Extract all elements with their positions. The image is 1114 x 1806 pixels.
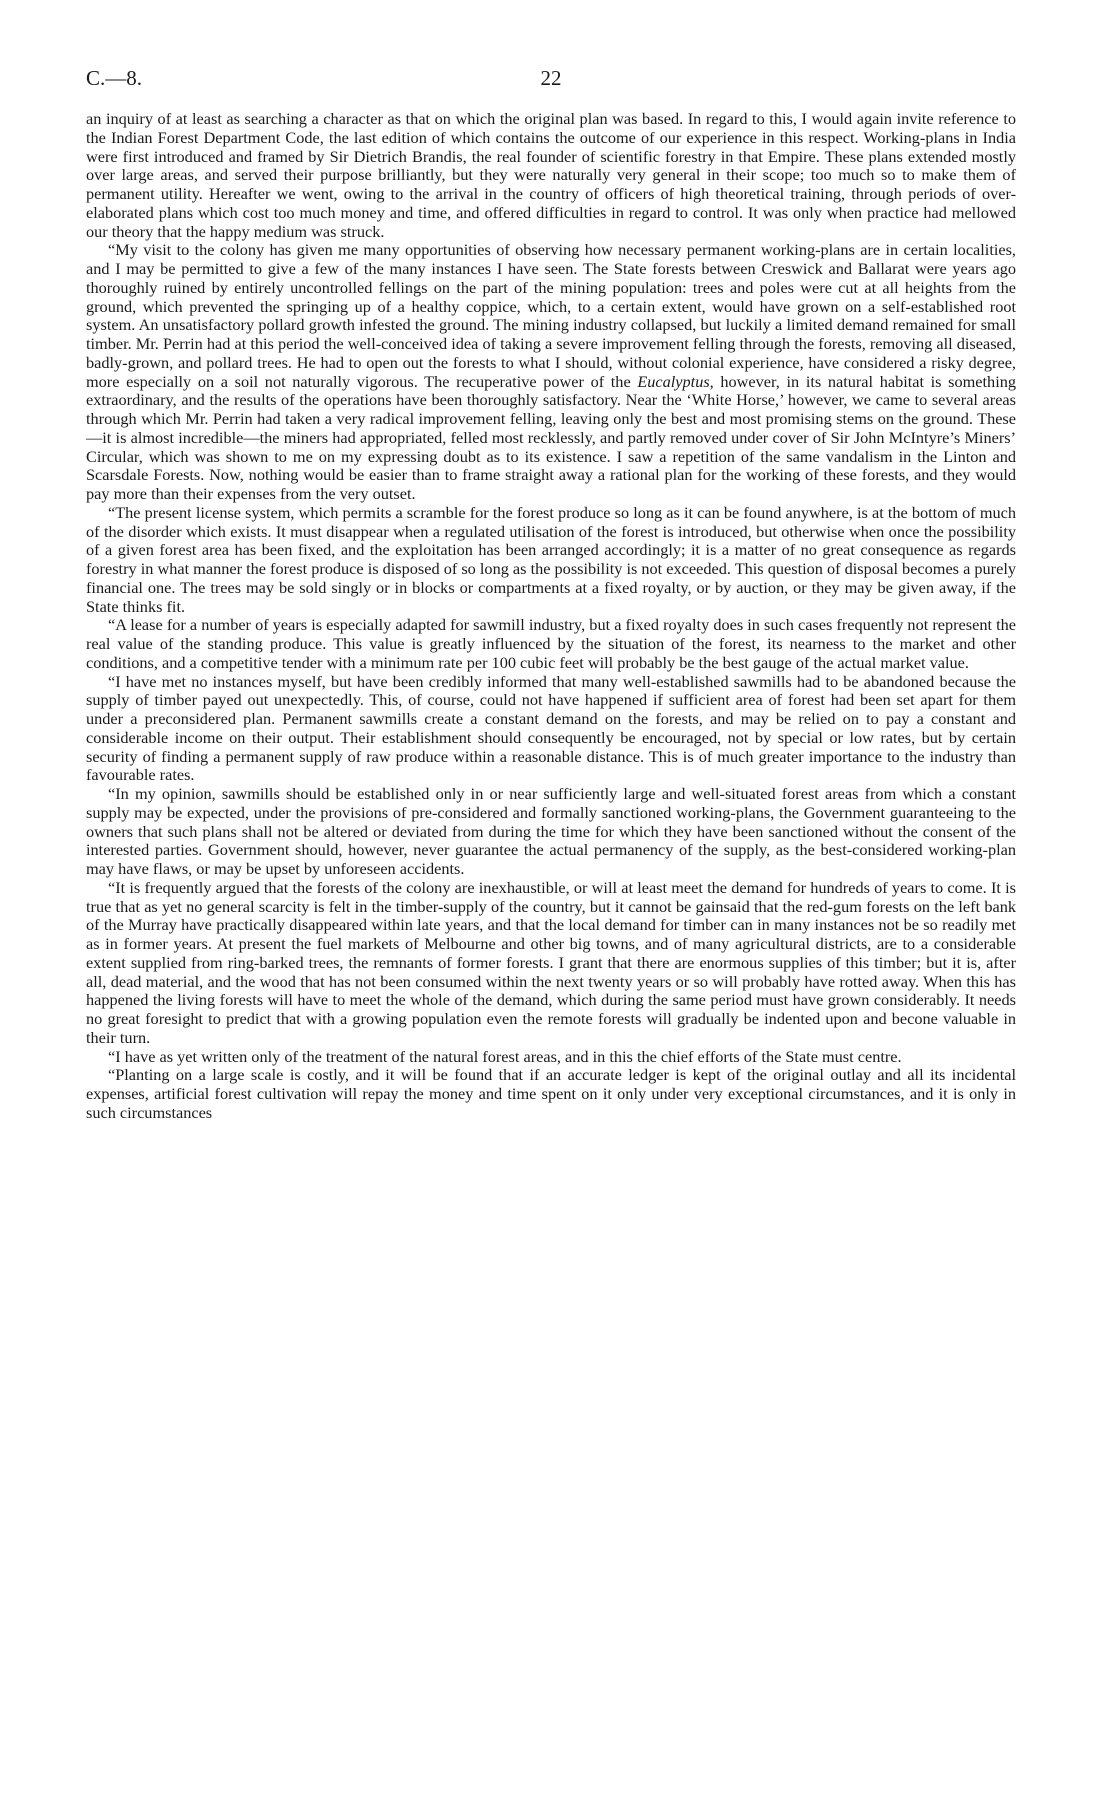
paragraph-9: “Planting on a large scale is costly, and it will be found that if an accurate ledger is kept of the original outlay and all its incidental expenses, artificial forest cultivation will repay the money and time spent on it only under very exceptional circumstances, and it is only in such circumstances: [86, 1065, 1016, 1122]
paragraph-5: “I have met no instances myself, but have been credibly informed that many well-established sawmills had to be abandoned because the supply of timber payed out unexpectedly. This, of course, could not have happened if sufficient area of forest had been set apart for them under a preconsidered plan. Permanent sawmills create a constant demand on the forests, and may be relied on to pay a constant and considerable income on their output. Their establishment should consequently be encouraged, not by special or low rates, but by certain security of finding a permanent supply of raw produce within a reasonable distance. This is of much greater importance to the industry than favourable rates.: [86, 671, 1016, 785]
paragraph-2-italic-term: Eucalyptus,: [637, 371, 714, 391]
paragraph-4: “A lease for a number of years is especially adapted for sawmill industry, but a fixed royalty does in such cases frequently not represent the real value of the standing produce. This value is greatly influenced by the situation of the forest, its nearness to the market and other conditions, and a competitive tender with a minimum rate per 100 cubic feet will probably be the best gauge of the actual market value.: [86, 615, 1016, 672]
page-number: 22: [540, 66, 562, 90]
document-reference: C.—8.: [86, 66, 143, 90]
paragraph-2: [86, 241, 1016, 504]
document-page: [86, 66, 1016, 1123]
paragraph-7: “It is frequently argued that the forests of the colony are inexhaustible, or will at least meet the demand for hundreds of years to come. It is true that as yet no general scarcity is felt in the timber-supply of the country, but it cannot be gainsaid that the red-gum forests on the left bank of the Murray have practically disappeared within late years, and that the local demand for timber can in many instances not be so readily met as in former years. At present the fuel markets of Melbourne and other big towns, and of many agricultural districts, are to a considerable extent supplied from ring-barked trees, the remnants of former forests. I grant that there are enormous supplies of this timber; but it is, after all, dead material, and the wood that has not been consumed within the next twenty years or so will probably have rotted away. When this has happened the living forests will have to meet the whole of the demand, which during the same period must have grown considerably. It needs no great foresight to predict that with a growing population even the remote forests will gradually be indented upon and becone valuable in their turn.: [86, 877, 1016, 1047]
paragraph-1: an inquiry of at least as searching a character as that on which the original plan was based. In regard to this, I would again invite reference to the Indian Forest Department Code, the last edition of which contains the outcome of our experience in this respect. Working-plans in India were first introduced and framed by Sir Dietrich Brandis, the real founder of scientific forestry in that Empire. These plans extended mostly over large areas, and served their purpose brilliantly, but they were naturally very general in their scope; too much so to make them of permanent utility. Hereafter we went, owing to the arrival in the country of officers of high theoretical training, through periods of over-elaborated plans which cost too much money and time, and offered difficulties in regard to control. It was only when practice had mellowed our theory that the happy medium was struck.: [86, 109, 1016, 241]
paragraph-8: “I have as yet written only of the treatment of the natural forest areas, and in this the chief efforts of the State must centre.: [108, 1046, 902, 1066]
paragraph-6: “In my opinion, sawmills should be established only in or near sufficiently large and well-situated forest areas from which a constant supply may be expected, under the provisions of pre-considered and formally sanctioned working-plans, the Government guaranteeing to the owners that such plans shall not be altered or deviated from during the time for which they have been sanctioned without the consent of the interested parties. Government should, however, never guarantee the actual permanency of the supply, as the best-considered working-plan may have flaws, or may be upset by unforeseen accidents.: [86, 784, 1016, 878]
paragraph-3: “The present license system, which permits a scramble for the forest produce so long as it can be found anywhere, is at the bottom of much of the disorder which exists. It must disappear when a regulated utilisation of the forest is introduced, but otherwise when once the possibility of a given forest area has been fixed, and the exploitation has been arranged accordingly; it is a matter of no great consequence as regards forestry in what manner the forest produce is disposed of so long as the possibility is not exceeded. This question of disposal becomes a purely financial one. The trees may be sold singly or in blocks or compartments at a fixed royalty, or by auction, or they may be given away, if the State thinks fit.: [86, 502, 1016, 616]
paragraph-2-text-a: “My visit to the colony has given me many opportunities of observing how necessary permanent working-plans are in certain localities, and I may be permitted to give a few of the many instances I have seen. The State forests between Creswick and Ballarat were years ago thoroughly ruined by entirely uncontrolled fellings on the part of the mining population: trees and poles were cut at all heights from the ground, which prevented the springing up of a healthy coppice, which, to a certain extent, would have grown on a self-established root system. An unsatisfactory pollard growth infested the ground. The mining industry collapsed, but luckily a limited demand remained for small timber. Mr. Perrin had at this period the well-conceived idea of taking a severe improvement felling through the forests, removing all diseased, badly-grown, and pollard trees. He had to open out the forests to what I should, without colonial experience, have considered a risky degree, more especially on a soil not naturally vigorous. The recuperative power of the: [86, 240, 1016, 391]
paragraph-2-text-b: however, in its natural habitat is something extraordinary, and the results of the operations have been thoroughly satisfactory. Near the ‘White Horse,’ however, we came to several areas through which Mr. Perrin had taken a very radical improvement felling, leaving only the best and most promising stems on the ground. These—it is almost incredible—the miners had appropriated, felled most recklessly, and partly removed under cover of Sir John McIntyre’s Miners’ Circular, which was shown to me on my expressing doubt as to its existence. I saw a repetition of the same vandalism in the Linton and Scarsdale Forests. Now, nothing would be easier than to frame straight away a rational plan for the working of these forests, and they would pay more than their expenses from the very outset.: [86, 371, 1017, 503]
page-header: [86, 66, 1016, 110]
